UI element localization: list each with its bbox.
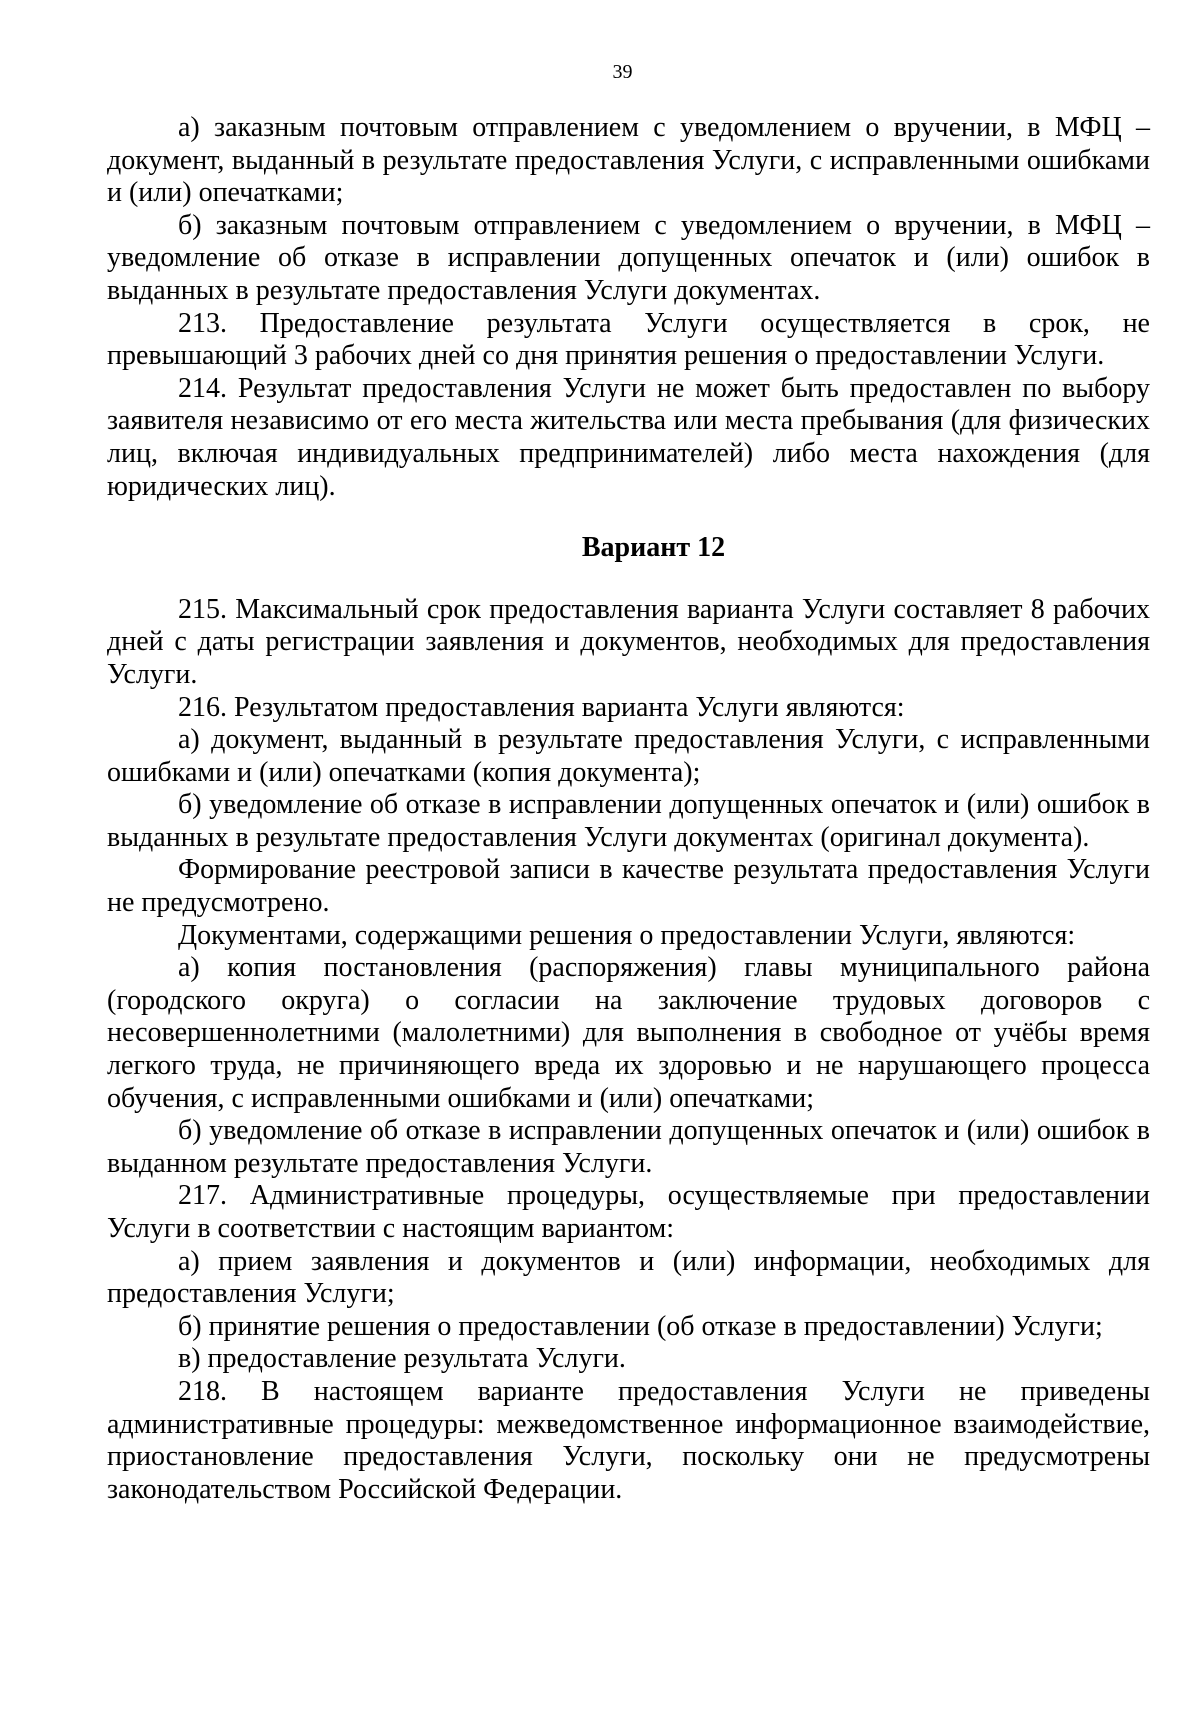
paragraph-217-v: в) предоставление результата Услуги. (178, 1343, 626, 1375)
paragraph-216-b: б) уведомление об отказе в исправлении допущенных опечаток и (или) ошибок в выданных в результате предоставления Услуги документах (оригинал документа). (107, 789, 1150, 853)
paragraph-216: 216. Результатом предоставления варианта Услуги являются: (178, 691, 905, 723)
paragraph-b-registered-mail-refusal: б) заказным почтовым отправлением с уведомлением о вручении, в МФЦ – уведомление об отказе в исправлении допущенных опечаток и (или) ошибок в выданных в результате предоставления Услуги документах. (107, 209, 1150, 306)
paragraph-218: 218. В настоящем варианте предоставления Услуги не приведены административные процедуры: межведомственное информационное взаимодействие, приостановление предоставления Услуги, поскольку они не предусмотрены законодательством Российской Федерации. (107, 1375, 1150, 1505)
page-number: 39 (612, 61, 633, 83)
paragraph-a-registered-mail-document: а) заказным почтовым отправлением с уведомлением о вручении, в МФЦ – документ, выданный в результате предоставления Услуги, с исправленными ошибками и (или) опечатками; (107, 112, 1150, 209)
paragraph-214: 214. Результат предоставления Услуги не может быть предоставлен по выбору заявителя независимо от его места жительства или места пребывания (для физических лиц, включая индивидуальных предпринимателей) либо места нахождения (для юридических лиц). (107, 372, 1150, 502)
paragraph-registry-record: Формирование реестровой записи в качестве результата предоставления Услуги не предусмотрено. (107, 854, 1150, 919)
paragraph-215: 215. Максимальный срок предоставления варианта Услуги составляет 8 рабочих дней с даты регистрации заявления и документов, необходимых для предоставления Услуги. (107, 593, 1150, 690)
paragraph-213: 213. Предоставление результата Услуги осуществляется в срок, не превышающий 3 рабочих дней со дня принятия решения о предоставлении Услуги. (107, 307, 1150, 372)
paragraph-217-b: б) принятие решения о предоставлении (об отказе в предоставлении) Услуги; (178, 1310, 1103, 1342)
paragraph-decision-a: а) копия постановления (распоряжения) главы муниципального района (городского округа) о согласии на заключение трудовых договоров с несовершеннолетними (малолетними) для выполнения в свободное от учёбы время легкого труда, не причиняющего вреда их здоровью и не нарушающего процесса обучения, с исправленными ошибками и (или) опечатками; (107, 952, 1150, 1114)
paragraph-decision-documents: Документами, содержащими решения о предоставлении Услуги, являются: (178, 919, 1076, 951)
paragraph-217-a: а) прием заявления и документов и (или) информации, необходимых для предоставления Услуги; (107, 1245, 1150, 1310)
paragraph-216-a: а) документ, выданный в результате предоставления Услуги, с исправленными ошибками и (или) опечатками (копия документа); (107, 724, 1150, 788)
document-body (107, 112, 1150, 1506)
paragraph-217: 217. Административные процедуры, осуществляемые при предоставлении Услуги в соответствии с настоящим вариантом: (107, 1180, 1150, 1244)
section-heading: Вариант 12 (581, 532, 726, 564)
paragraph-decision-b: б) уведомление об отказе в исправлении допущенных опечаток и (или) ошибок в выданном результате предоставления Услуги. (107, 1115, 1150, 1179)
